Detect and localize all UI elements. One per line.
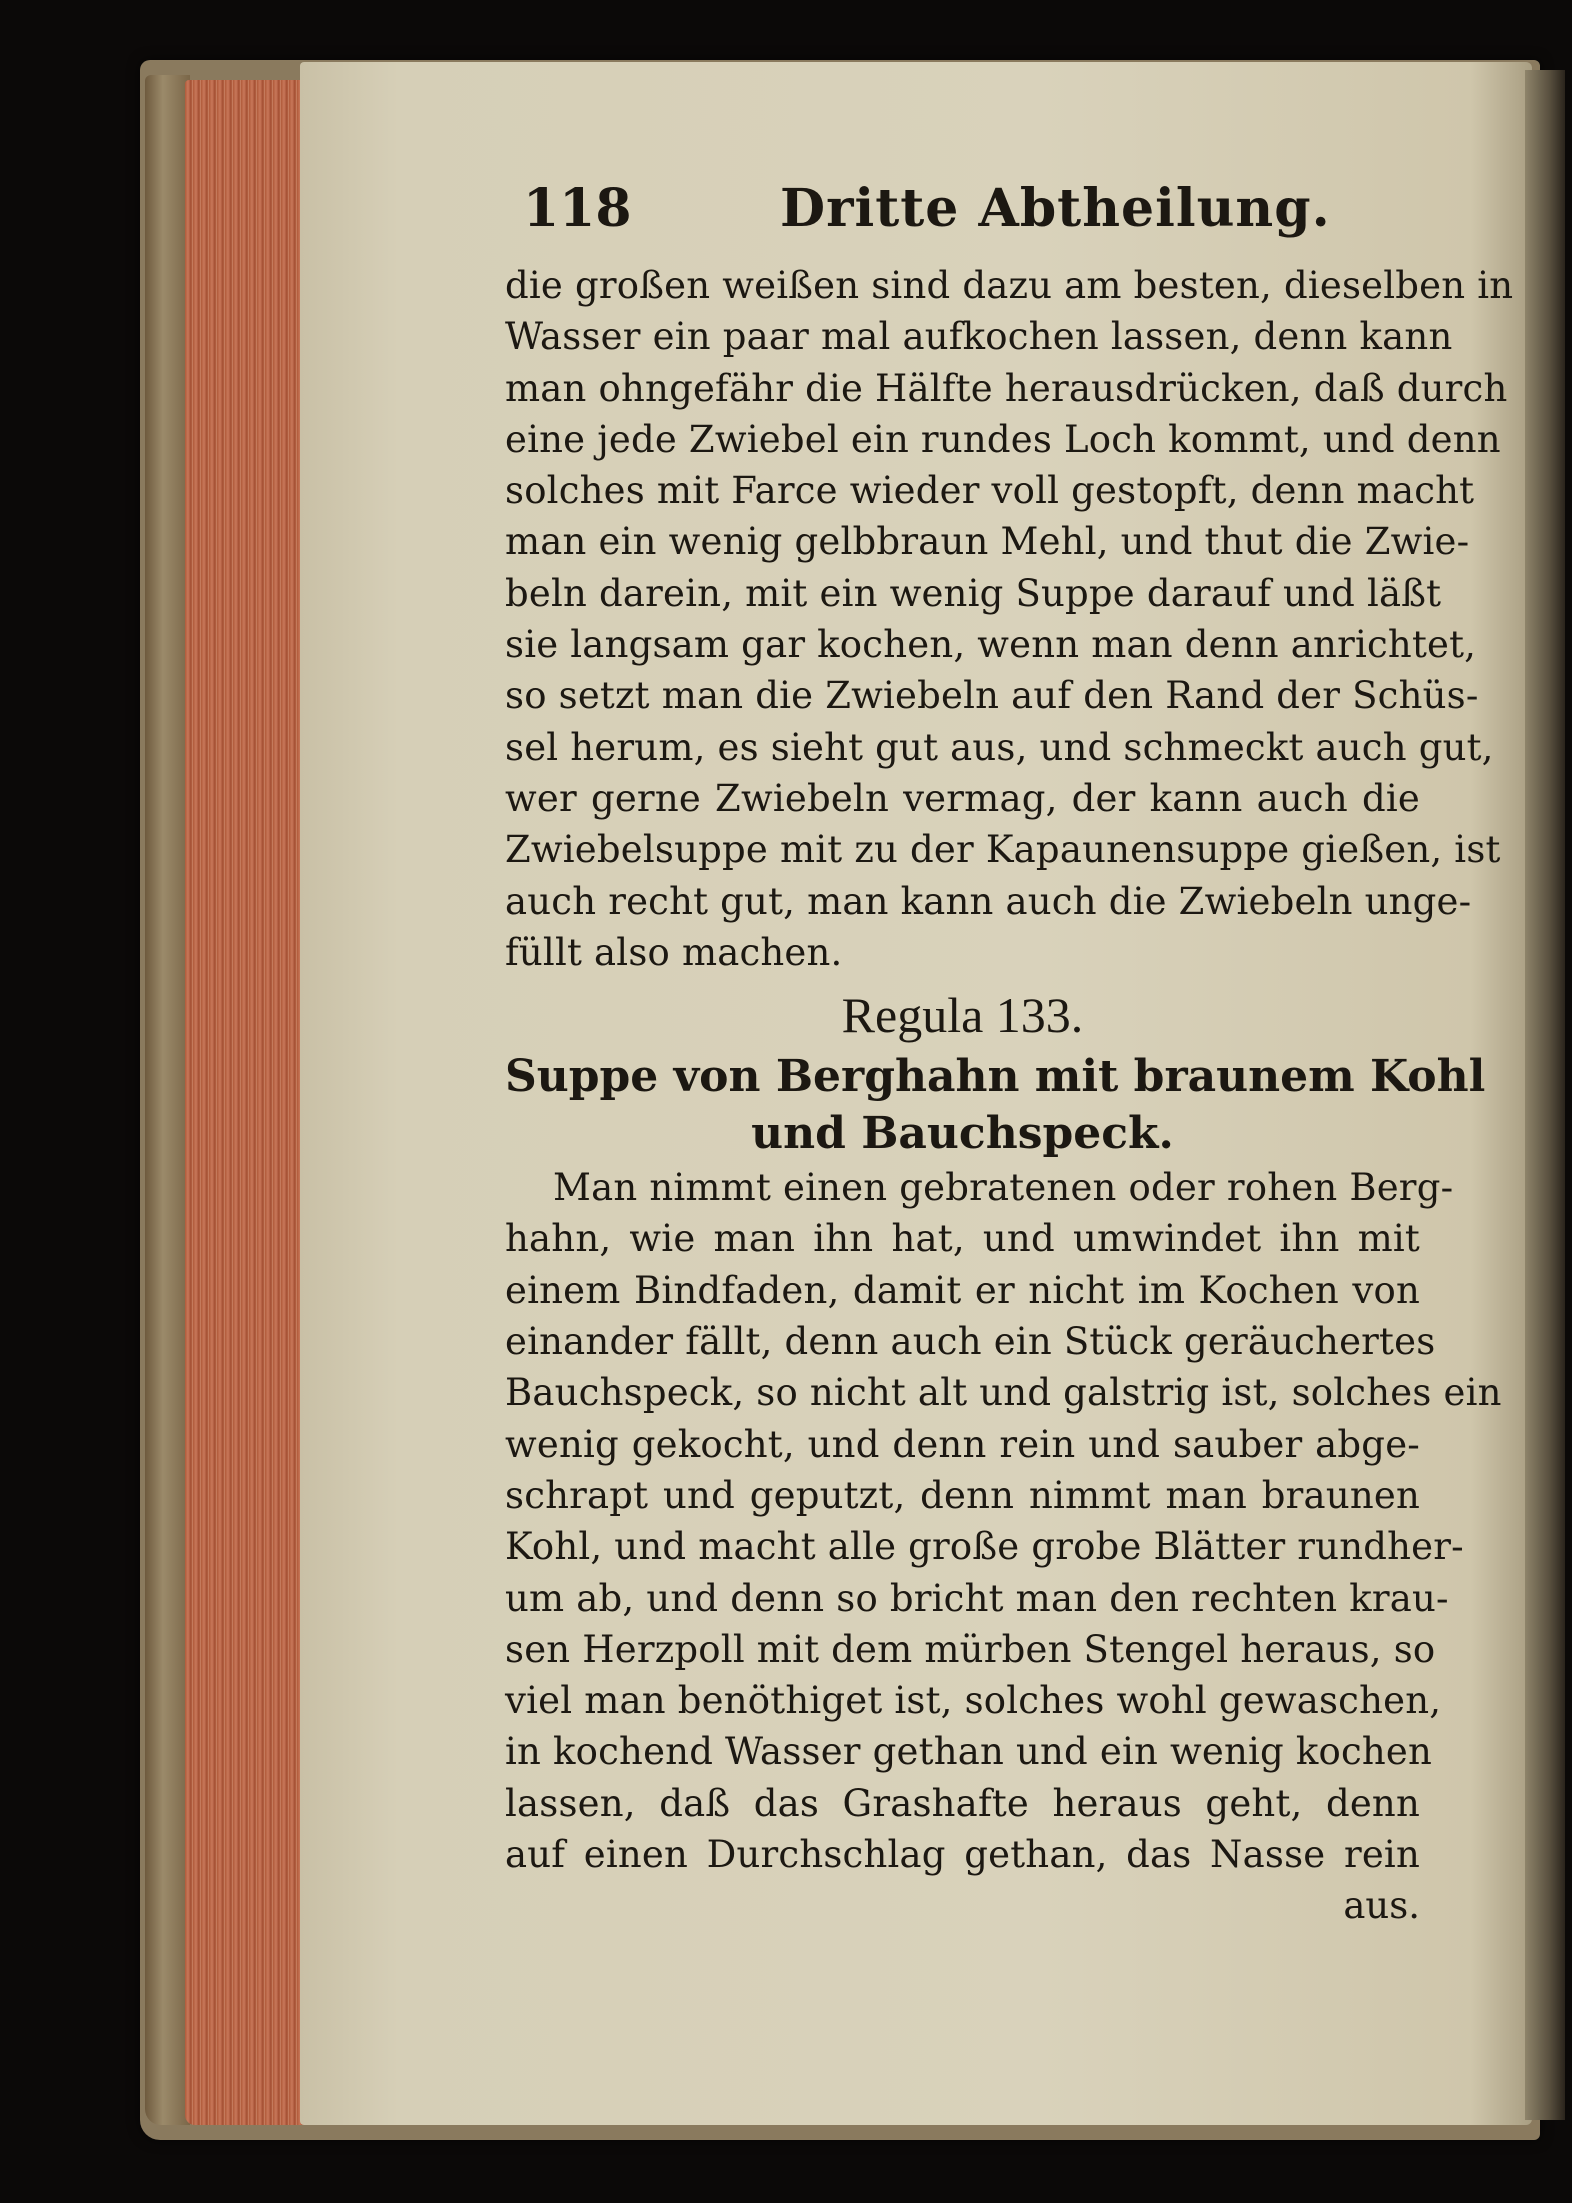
text-line: einander fällt, denn auch ein Stück geräuchertes: [505, 1320, 1436, 1364]
page-header: [505, 170, 1420, 260]
text-line: Man nimmt einen gebratenen oder rohen Berg-: [553, 1166, 1454, 1210]
page-gutter: [1525, 70, 1565, 2120]
section-title-line-2: und Bauchspeck.: [751, 1108, 1174, 1160]
text-line: wer gerne Zwiebeln vermag, der kann auch die: [505, 776, 1420, 820]
regula-heading: Regula 133.: [841, 987, 1084, 1044]
text-line: auf einen Durchschlag gethan, das Nasse rein: [505, 1833, 1420, 1877]
paragraph-2: [505, 1162, 1502, 1880]
running-head: Dritte Abtheilung.: [780, 178, 1331, 239]
text-line: beln darein, mit ein wenig Suppe darauf und läßt: [505, 571, 1442, 615]
text-line: man ohngefähr die Hälfte herausdrücken, daß durch: [505, 366, 1508, 410]
catchword: aus.: [1343, 1884, 1420, 1928]
text-line: so setzt man die Zwiebeln auf den Rand der Schüs-: [505, 674, 1479, 718]
text-line: sen Herzpoll mit dem mürben Stengel heraus, so: [505, 1627, 1436, 1671]
text-line: sie langsam gar kochen, wenn man denn anrichtet,: [505, 623, 1477, 667]
text-line: Bauchspeck, so nicht alt und galstrig ist, solches ein: [505, 1371, 1502, 1415]
text-line: Wasser ein paar mal aufkochen lassen, denn kann: [505, 315, 1453, 359]
text-line: sel herum, es sieht gut aus, und schmeckt auch gut,: [505, 725, 1494, 769]
page-text: [505, 170, 1514, 1931]
text-line: man ein wenig gelbbraun Mehl, und thut die Zwie-: [505, 520, 1470, 564]
text-line: auch recht gut, man kann auch die Zwiebeln unge-: [505, 879, 1472, 923]
text-line: einem Bindfaden, damit er nicht im Kochen von: [505, 1268, 1420, 1312]
text-line: hahn, wie man ihn hat, und umwindet ihn mit: [505, 1217, 1420, 1261]
text-line: die großen weißen sind dazu am besten, dieselben in: [505, 264, 1514, 307]
text-line: um ab, und denn so bricht man den rechten krau-: [505, 1576, 1449, 1620]
text-line: lassen, daß das Grashafte heraus geht, denn: [505, 1781, 1420, 1825]
text-line: Zwiebelsuppe mit zu der Kapaunensuppe gießen, ist: [505, 828, 1501, 872]
book-spine-edge: [145, 75, 190, 2125]
section-title-line-1: Suppe von Berghahn mit braunem Kohl: [505, 1051, 1486, 1103]
paragraph-1: [505, 260, 1514, 978]
page-edges: [185, 80, 305, 2125]
text-line: in kochend Wasser gethan und ein wenig kochen: [505, 1730, 1433, 1774]
text-line: solches mit Farce wieder voll gestopft, denn macht: [505, 469, 1475, 513]
page-number: 118: [523, 178, 632, 239]
text-line: schrapt und geputzt, denn nimmt man braunen: [505, 1473, 1420, 1517]
text-line: Kohl, und macht alle große grobe Blätter rundher-: [505, 1525, 1464, 1569]
text-line: wenig gekocht, und denn rein und sauber abge-: [505, 1422, 1420, 1466]
text-line: viel man benöthiget ist, solches wohl gewaschen,: [505, 1679, 1442, 1723]
text-line: füllt also machen.: [505, 930, 843, 974]
text-line: eine jede Zwiebel ein rundes Loch kommt, und denn: [505, 417, 1501, 461]
